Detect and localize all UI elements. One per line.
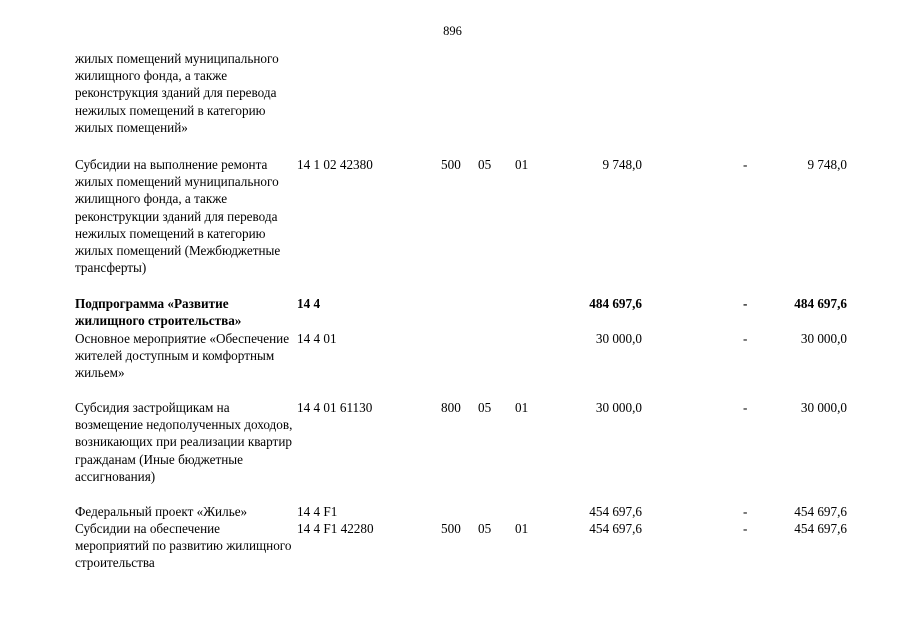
row-change: - — [743, 504, 748, 519]
row-change: - — [743, 521, 748, 536]
row-sum-initial: 9 748,0 — [602, 157, 642, 172]
row-change: - — [743, 400, 748, 415]
row-name: Субсидия застройщикам на возмещение недополученных доходов, возникающих при реализации квартир гражданам (Иные бюджетные ассигнования) — [75, 400, 293, 484]
row-expense-type: 500 — [441, 157, 461, 172]
row-subsection: 01 — [515, 521, 529, 536]
row-section: 05 — [478, 400, 492, 415]
row-sum-final: 484 697,6 — [794, 296, 847, 311]
row-code: 14 4 — [297, 296, 321, 311]
row-expense-type: 800 — [441, 400, 461, 415]
row-name: Подпрограмма «Развитие жилищного строительства» — [75, 296, 242, 329]
row-sum-final: 454 697,6 — [794, 504, 847, 519]
row-name: Субсидии на обеспечение мероприятий по развитию жилищного строительства — [75, 521, 292, 571]
row-sum-initial: 30 000,0 — [595, 331, 642, 346]
row-name: жилых помещений муниципального жилищного фонда, а также реконструкция зданий для перевода нежилых помещений в категорию жилых помещений» — [75, 51, 279, 135]
row-code: 14 4 F1 — [297, 504, 338, 519]
row-sum-final: 454 697,6 — [794, 521, 847, 536]
row-section: 05 — [478, 157, 492, 172]
row-subsection: 01 — [515, 400, 529, 415]
row-code: 14 4 01 61130 — [297, 400, 373, 415]
row-change: - — [743, 331, 748, 346]
row-section: 05 — [478, 521, 492, 536]
row-sum-initial: 30 000,0 — [595, 400, 642, 415]
row-name: Федеральный проект «Жилье» — [75, 504, 248, 519]
row-expense-type: 500 — [441, 521, 461, 536]
row-code: 14 1 02 42380 — [297, 157, 373, 172]
row-name: Основное мероприятие «Обеспечение жителей доступным и комфортным жильем» — [75, 331, 290, 381]
row-sum-initial: 454 697,6 — [589, 521, 642, 536]
page-number: 896 — [443, 24, 462, 38]
row-code: 14 4 01 — [297, 331, 337, 346]
row-change: - — [743, 157, 748, 172]
row-subsection: 01 — [515, 157, 529, 172]
row-name: Субсидии на выполнение ремонта жилых помещений муниципального жилищного фонда, а также реконструкции зданий для перевода нежилых помещений в категорию жилых помещений (Межбюджетные трансферты) — [75, 157, 281, 276]
row-sum-initial: 454 697,6 — [589, 504, 642, 519]
row-sum-final: 9 748,0 — [807, 157, 847, 172]
row-sum-final: 30 000,0 — [800, 331, 847, 346]
row-change: - — [743, 296, 748, 311]
row-sum-final: 30 000,0 — [800, 400, 847, 415]
row-code: 14 4 F1 42280 — [297, 521, 374, 536]
row-sum-initial: 484 697,6 — [589, 296, 642, 311]
